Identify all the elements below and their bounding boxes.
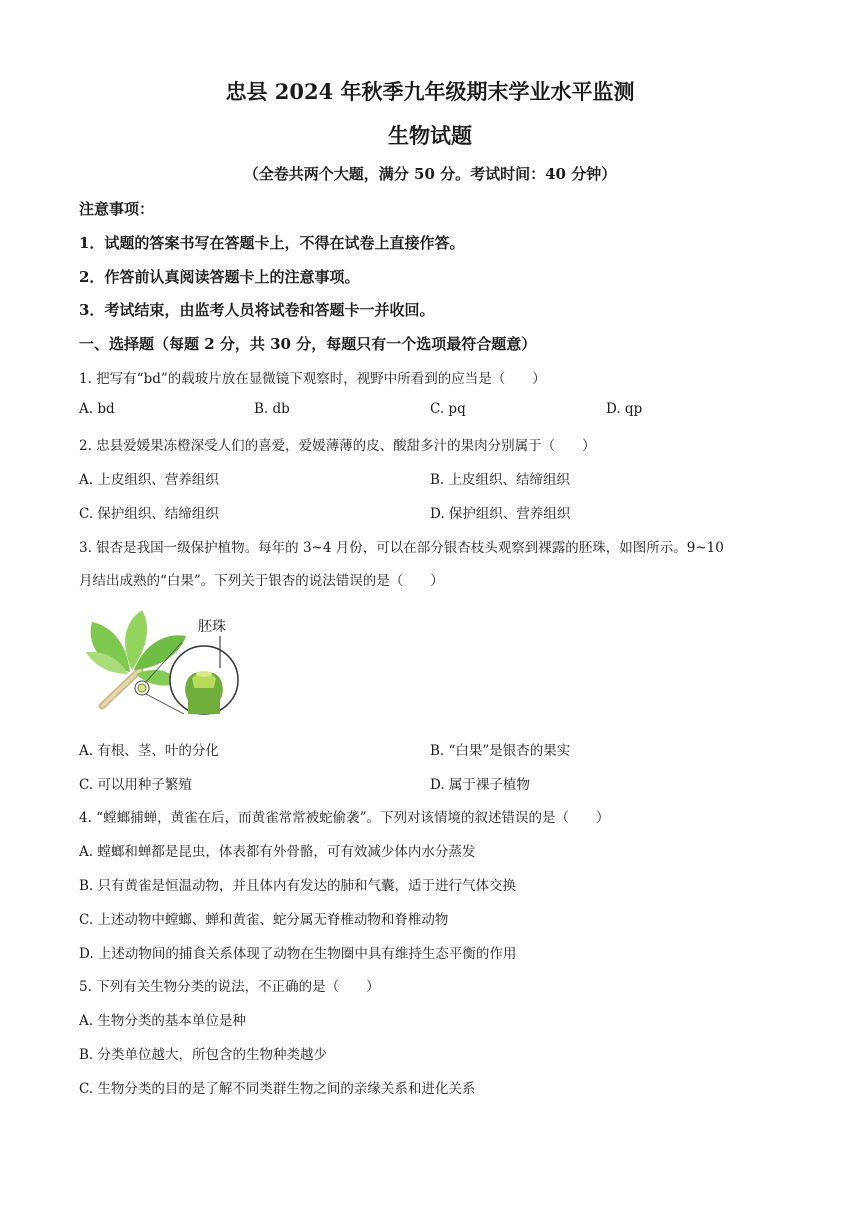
question-3-option-d: D. 属于裸子植物 — [430, 777, 530, 793]
figure-label-ovule: 胚珠 — [198, 619, 226, 635]
question-2-option-a: A. 上皮组织、营养组织 — [79, 472, 219, 488]
question-1-option-c: C. pq — [430, 401, 466, 417]
exam-info: （全卷共两个大题，满分 50 分。考试时间：40 分钟） — [243, 165, 617, 183]
question-4-option-b: B. 只有黄雀是恒温动物，并且体内有发达的肺和气囊，适于进行气体交换 — [79, 878, 517, 894]
question-2-option-b: B. 上皮组织、结缔组织 — [430, 472, 571, 488]
question-4-stem: 4. “螳螂捕蝉，黄雀在后，而黄雀常常被蛇偷袭”。下列对该情境的叙述错误的是（ ） — [79, 810, 610, 826]
notice-item-1: 1．试题的答案书写在答题卡上，不得在试卷上直接作答。 — [79, 234, 465, 252]
question-3-option-c: C. 可以用种子繁殖 — [79, 777, 192, 793]
exam-title: 忠县 2024 年秋季九年级期末学业水平监测 — [225, 79, 635, 104]
question-5-option-b: B. 分类单位越大，所包含的生物种类越少 — [79, 1047, 328, 1063]
notice-heading: 注意事项： — [79, 200, 155, 218]
question-1-stem: 1. 把写有“bd”的载玻片放在显微镜下观察时，视野中所看到的应当是（ ） — [79, 371, 546, 387]
question-5-stem: 5. 下列有关生物分类的说法，不正确的是（ ） — [79, 979, 380, 995]
question-5-option-a: A. 生物分类的基本单位是种 — [79, 1013, 246, 1029]
question-1-option-a: A. bd — [79, 401, 115, 417]
notice-item-3: 3．考试结束，由监考人员将试卷和答题卡一并收回。 — [79, 301, 435, 319]
question-3-option-a: A. 有根、茎、叶的分化 — [79, 743, 219, 759]
question-2-stem: 2. 忠县爱媛果冻橙深受人们的喜爱，爱媛薄薄的皮、酸甜多汁的果肉分别属于（ ） — [79, 438, 596, 454]
question-3-stem-line-2: 月结出成熟的“白果”。下列关于银杏的说法错误的是（ ） — [79, 573, 444, 589]
question-2-option-c: C. 保护组织、结缔组织 — [79, 506, 219, 522]
notice-item-2: 2．作答前认真阅读答题卡上的注意事项。 — [79, 268, 360, 286]
section-heading: 一、选择题（每题 2 分，共 30 分，每题只有一个选项最符合题意） — [79, 335, 537, 353]
question-5-option-c: C. 生物分类的目的是了解不同类群生物之间的亲缘关系和进化关系 — [79, 1081, 476, 1097]
ginkgo-figure — [80, 604, 250, 722]
question-3-option-b: B. “白果”是银杏的果实 — [430, 743, 571, 759]
question-1-option-b: B. db — [254, 401, 290, 417]
question-3-stem-line-1: 3. 银杏是我国一级保护植物。每年的 3~4 月份，可以在部分银杏枝头观察到裸露的胚珠，如图所示。9~10 — [79, 540, 724, 556]
ginkgo-ovule-illustration — [80, 604, 250, 722]
question-2-option-d: D. 保护组织、营养组织 — [430, 506, 571, 522]
question-4-option-a: A. 螳螂和蝉都是昆虫，体表都有外骨骼，可有效减少体内水分蒸发 — [79, 844, 476, 860]
question-4-option-d: D. 上述动物间的捕食关系体现了动物在生物圈中具有维持生态平衡的作用 — [79, 946, 517, 962]
subject-title: 生物试题 — [388, 123, 472, 148]
question-1-option-d: D. qp — [606, 401, 643, 417]
question-4-option-c: C. 上述动物中螳螂、蝉和黄雀、蛇分属无脊椎动物和脊椎动物 — [79, 912, 449, 928]
